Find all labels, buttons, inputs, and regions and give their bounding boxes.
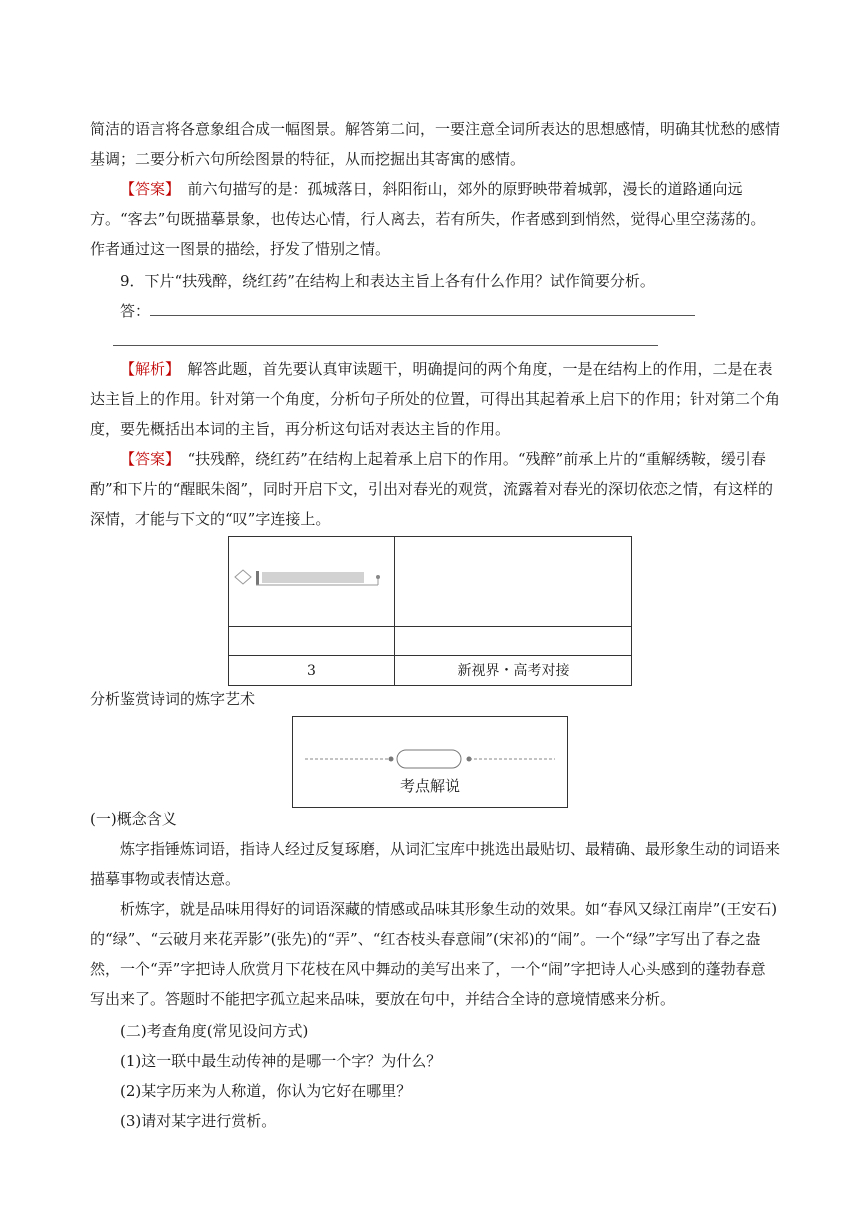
analysis-paragraph: 析炼字，就是品味用得好的词语深藏的情感或品味其形象生动的效果。如“春风又绿江南岸”(王安石)的“绿”、“云破月来花弄影”(张先)的“弄”、“红杏枝头春意闹”(宋祁)的“闹”。一个“绿”字写出了春之盎然，一个“弄”字把诗人欣赏月下花枝在风中舞动的美写出来了，一个“闹”字把诗人心头感到的蓬勃春意写出来了。答题时不能把字孤立起来品味，要放在句中，并结合全诗的意境情感来分析。 [90,900,778,1008]
answer-blank-2 [113,345,658,346]
subsection-banner [292,716,568,808]
answer-2-text: “扶残醉，绕红药”在结构上起着承上启下的作用。“残醉”前承上片的“重解绣鞍，缓引春酌”和下片的“醒眠朱阁”，同时开启下文，引出对春光的观赏，流露着对春光的深切依恋之情，有这样的深情，才能与下文的“叹”字连接上。 [90,450,774,528]
list-item: (3)请对某字进行赏析。 [120,1112,277,1130]
answer-tag: 【答案】 [120,180,173,198]
answer-1 [90,174,780,264]
banner-rule [229,626,631,627]
analysis-tag: 【解析】 [120,360,173,378]
answer-2-tag: 【答案】 [120,450,173,468]
list-item: (2)某字历来为人称道，你认为它好在哪里？ [120,1082,412,1100]
answer-line [90,296,780,326]
paragraph-continued: 简洁的语言将各意象组合成一幅图景。解答第二问，一要注意全词所表达的思想感情，明确其忧愁的感情基调；二要分析六句所绘图景的特征，从而挖掘出其寄寓的感情。 [90,120,781,168]
banner-ornament-icon [233,567,383,591]
answer-2 [90,444,780,534]
subheading-1: (一)概念含义 [90,810,177,828]
analysis [90,354,780,444]
section-banner [228,536,632,686]
subheading-2: (二)考查角度(常见设问方式) [120,1022,309,1040]
page-number: 3 [307,663,316,679]
section-title: 分析鉴赏诗词的炼字艺术 [90,690,256,708]
answer-blank-1 [150,314,695,316]
analysis-text: 解答此题，首先要认真审读题干，明确提问的两个角度，一是在结构上的作用，二是在表达主旨上的作用。针对第一个角度，分析句子所处的位置，可得出其起着承上启下的作用；针对第二个角度，要先概括出本词的主旨，再分析这句话对表达主旨的作用。 [90,360,781,438]
series-name: 新视界・高考对接 [457,663,570,679]
question-9: 9．下片“扶残醉，绕红药”在结构上和表达主旨上各有什么作用？试作简要分析。 [120,272,655,290]
list-item: (1)这一联中最生动传神的是哪一个字？为什么？ [120,1052,442,1070]
concept-paragraph: 炼字指锤炼词语，指诗人经过反复琢磨，从词汇宝库中挑选出最贴切、最精确、最形象生动的词语来描摹事物或表情达意。 [90,840,781,888]
answer-1-text: 前六句描写的是：孤城落日，斜阳衔山，郊外的原野映带着城郭，漫长的道路通向远方。“客去”句既描摹景象，也传达心情，行人离去，若有所失，作者感到到悄然，觉得心里空荡荡的。作者通过这一图景的描绘，抒发了惜别之情。 [90,180,766,258]
subsection-ornament-icon [303,747,559,771]
subsection-title: 考点解说 [399,777,460,795]
answer-label: 答： [120,302,151,320]
